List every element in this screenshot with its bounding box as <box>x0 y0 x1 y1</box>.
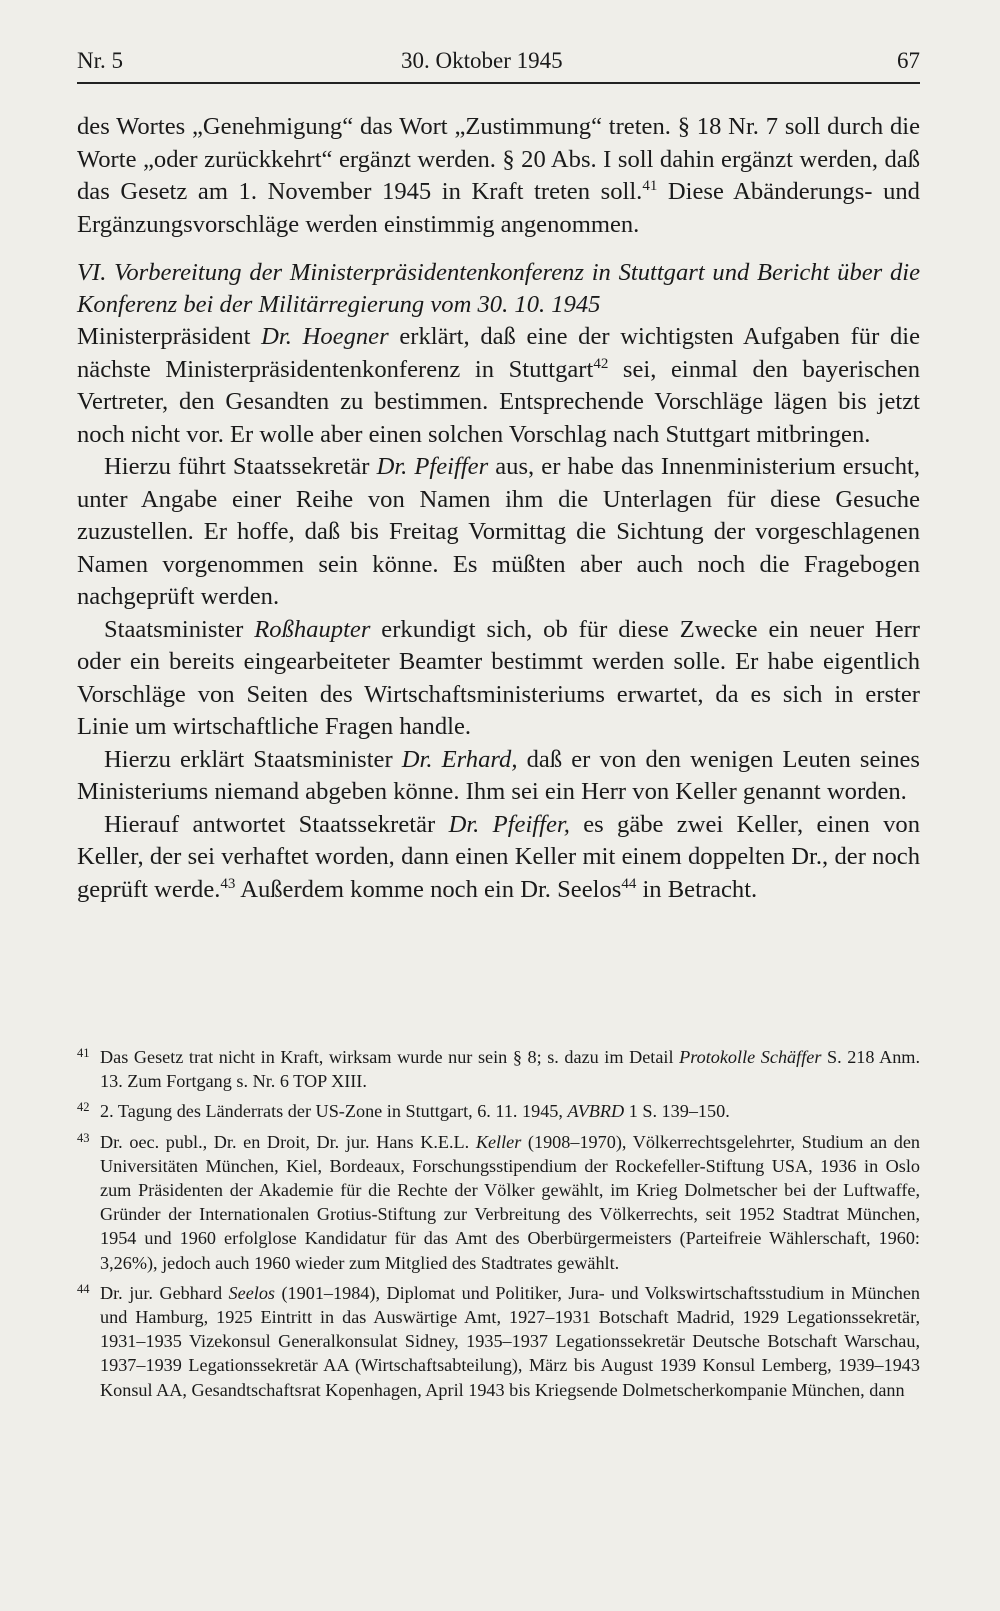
person-name: Dr. Pfeiffer <box>376 453 489 480</box>
footnotes <box>77 1045 920 1408</box>
footnote-ref-42[interactable]: 42 <box>593 355 609 372</box>
text-run: Hierauf antwortet Staatssekretär <box>104 810 449 838</box>
text-run: erkundigt sich, ob für diese Zwecke ein neuer Herr oder ein bereits eingearbeiteter Beamter bestimmt werden solle. Er habe eigentlich Vorschläge von Seiten des Wirtschaftsministeriums erwartet, da es sich in erster Linie um wirtschaftliche Fragen handle. <box>77 615 920 740</box>
footnote-number: 41 <box>77 1046 90 1060</box>
footnote-italic: AVBRD <box>567 1101 625 1122</box>
person-name: Dr. Hoegner <box>261 323 389 350</box>
text-run: sei, einmal den bayerischen Vertreter, den Gesandten zu bestimmen. Entsprechende Vorschläge lägen bis jetzt noch nicht vor. Er wolle aber einen solchen Vorschlag nach Stuttgart mitbringen. <box>77 355 920 448</box>
footnote-number: 44 <box>77 1281 90 1296</box>
main-text <box>77 111 920 906</box>
footnote-text: (1901–1984), Diplomat und Politiker, Jura- und Volkswirtschaftsstudium in München und Hamburg, 1925 Eintritt in das Auswärtige Amt, 1927–1931 Botschaft Madrid, 1929 Legationssekretär, 1931–1935 Vizekonsul Generalkonsulat Sidney, 1935–1937 Legationssekretär Deutsche Botschaft Warschau, 1937–1939 Legationssekretär AA (Wirtschaftsabteilung), März bis August 1939 Konsul Lemberg, 1939–1943 Konsul AA, Gesandtschaftsrat Kopenhagen, April 1943 bis Kriegsende Dolmetscherkompanie München, dann <box>100 1282 920 1400</box>
footnote-italic: Keller <box>475 1131 522 1152</box>
section-heading: VI. Vorbereitung der Ministerpräsidentenkonferenz in Stuttgart und Bericht über die Konferenz bei der Militärregierung vom 30. 10. 1945 <box>77 259 920 318</box>
footnote-italic: Protokolle Schäffer <box>679 1047 822 1067</box>
text-run: Staatsminister <box>104 615 255 643</box>
footnote-text: 2. Tagung des Länderrats der US-Zone in Stuttgart, 6. 11. 1945, <box>100 1101 568 1122</box>
footnote-43 <box>77 1130 920 1275</box>
text-run: daß er von den wenigen Leuten seines Ministeriums niemand abgeben könne. Ihm sei ein Herr von Keller genannt worden. <box>77 745 920 805</box>
text-run: Ministerpräsident <box>77 323 262 350</box>
footnote-text: Dr. jur. Gebhard <box>100 1282 229 1303</box>
person-name: Dr. Erhard, <box>401 745 518 773</box>
text-run: erklärt, daß eine der wichtigsten Aufgaben für die nächste Ministerpräsidentenkonferenz in Stuttgart <box>77 323 920 383</box>
paragraph-hoegner <box>77 321 920 451</box>
text-run: in Betracht. <box>636 875 758 903</box>
footnote-ref-44[interactable]: 44 <box>621 875 637 892</box>
text-run: Hierzu erklärt Staatsminister <box>104 745 402 773</box>
footnote-42 <box>77 1099 920 1123</box>
footnote-number: 43 <box>77 1130 90 1145</box>
footnote-text: 1 S. 139–150. <box>624 1101 730 1122</box>
text-run: es gäbe zwei Keller, einen von Keller, der sei verhaftet worden, dann einen Keller mit einem doppelten Dr., der noch geprüft werde. <box>77 810 920 903</box>
text-run: Hierzu führt Staatssekretär <box>104 453 377 480</box>
footnote-text: Das Gesetz trat nicht in Kraft, wirksam wurde nur sein § 8; s. dazu im Detail <box>100 1047 680 1067</box>
footnote-ref-43[interactable]: 43 <box>220 875 236 892</box>
paragraph-rosshaupter <box>77 614 920 744</box>
intro-text-tail: Diese Abänderungs- und Ergänzungsvorschläge werden einstimmig angenommen. <box>77 178 920 238</box>
paragraph-erhard <box>77 744 920 809</box>
intro-text: des Wortes „Genehmigung“ das Wort „Zustimmung“ treten. § 18 Nr. 7 soll durch die Worte „oder zurückkehrt“ ergänzt werden. § 20 Abs. I soll dahin ergänzt werden, daß das Gesetz am 1. November 1945 in Kraft treten soll. <box>77 113 920 205</box>
footnote-text: S. 218 Anm. 13. Zum Fortgang s. Nr. 6 TOP XIII. <box>100 1047 920 1092</box>
page-header <box>77 44 920 84</box>
page-number: 67 <box>897 48 920 73</box>
footnote-41 <box>77 1045 920 1093</box>
issue-number: Nr. 5 <box>77 48 123 73</box>
header-rule <box>77 82 920 84</box>
paragraph-pfeiffer-2 <box>77 809 920 907</box>
header-date: 30. Oktober 1945 <box>401 48 563 73</box>
text-run: aus, er habe das Innenministerium ersucht, unter Angabe einer Reihe von Namen ihm die Unterlagen für diese Gesuche zuzustellen. Er hoffe, daß bis Freitag Vormittag die Sichtung der vorgeschlagenen Namen vorgenommen sein könne. Es müßten aber auch noch die Fragebogen nachgeprüft werden. <box>77 453 920 610</box>
footnote-text: (1908–1970), Völkerrechtsgelehrter, Studium an den Universitäten München, Kiel, Bordeaux, Forschungsstipendium der Rockefeller-Stiftung USA, 1936 in Oslo zum Präsidenten der Akademie für die Rechte der Völker gewählt, im Krieg Dolmetscher bei der Luftwaffe, Gründer der Internationalen Grotius-Stiftung zur Verbreitung des Völkerrechts, seit 1952 Stadtrat München, 1954 und 1960 erfolglose Kandidatur für das Amt des Oberbürgermeisters (Parteifreie Wählerschaft, 1960: 3,26%), jedoch auch 1960 wieder zum Mitglied des Stadtrates gewählt. <box>100 1131 921 1273</box>
person-name: Roßhaupter <box>254 615 371 643</box>
text-run: Außerdem komme noch ein Dr. Seelos <box>235 875 622 903</box>
footnote-italic: Seelos <box>228 1282 276 1303</box>
footnote-number: 42 <box>77 1100 90 1115</box>
footnote-ref-41[interactable]: 41 <box>642 177 658 194</box>
person-name: Dr. Pfeiffer, <box>448 810 570 838</box>
footnote-text: Dr. oec. publ., Dr. en Droit, Dr. jur. Hans K.E.L. <box>100 1131 476 1152</box>
paragraph-pfeiffer-1 <box>77 451 920 614</box>
paragraph-intro <box>77 111 920 241</box>
footnote-44 <box>77 1281 920 1402</box>
